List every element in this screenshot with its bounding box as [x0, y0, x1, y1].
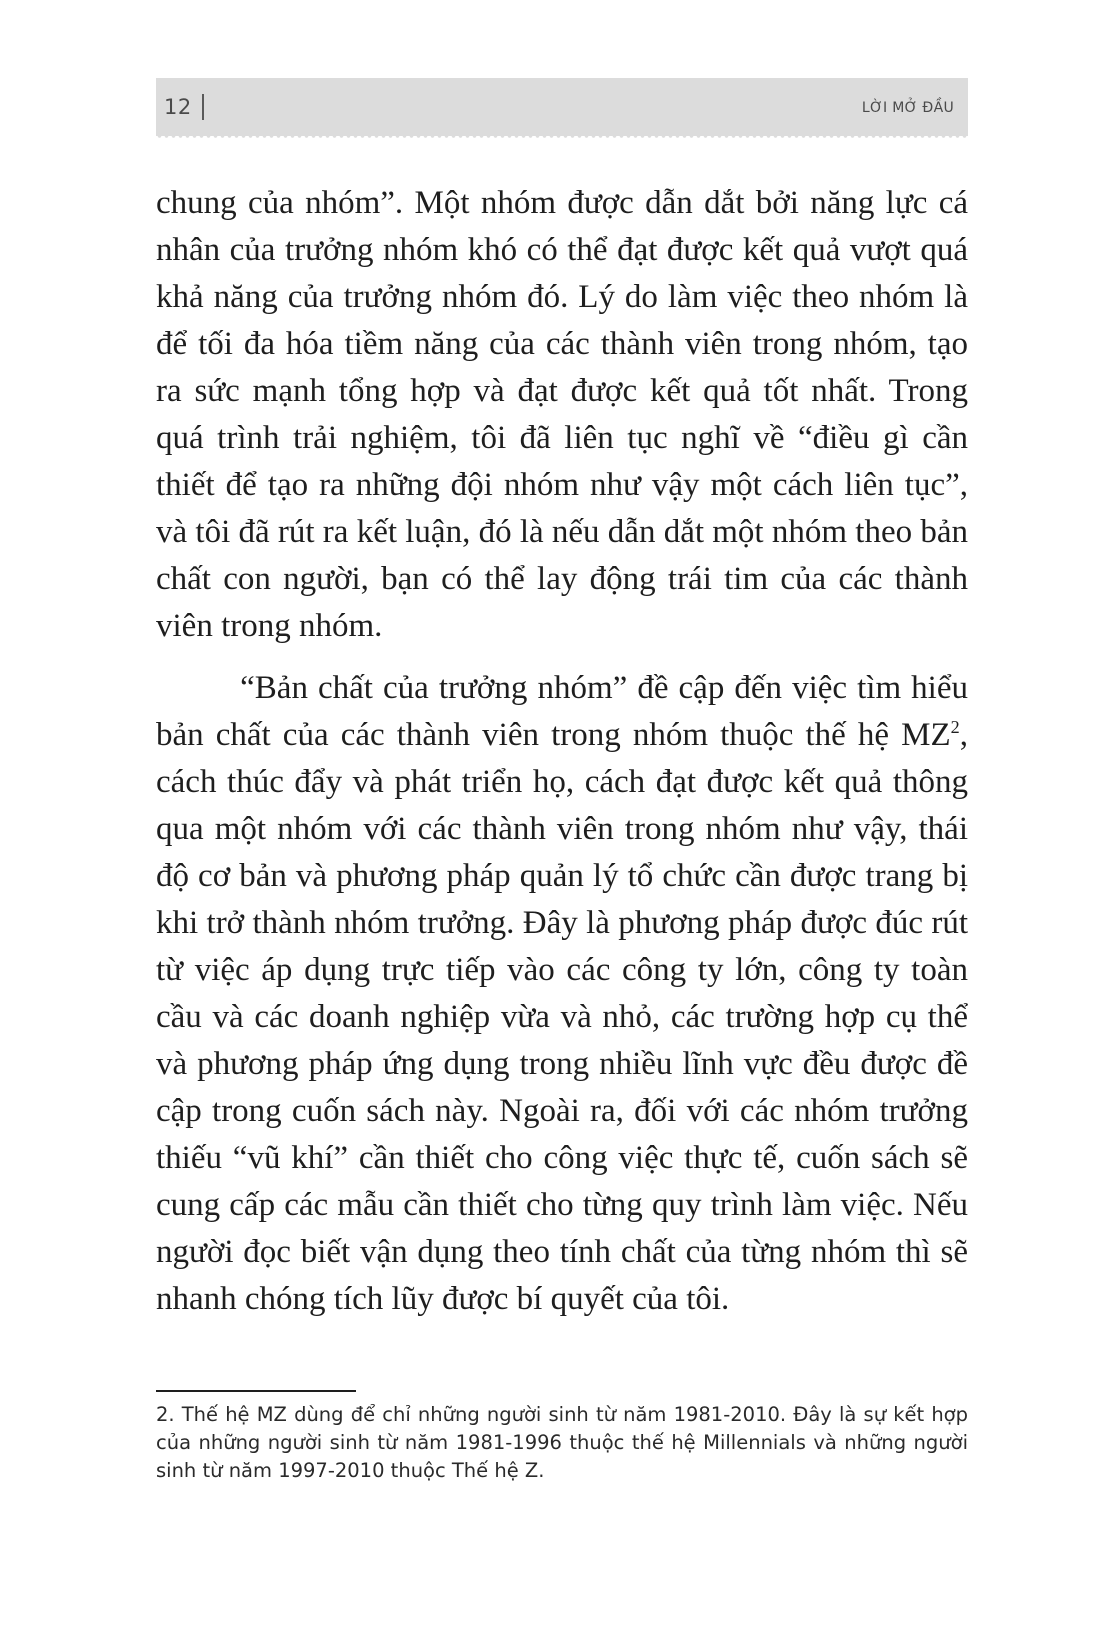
- running-header: [156, 78, 968, 136]
- page-number: 12: [164, 95, 192, 119]
- paragraph-text: “Bản chất của trưởng nhóm” đề cập đến việc tìm hiểu bản chất của các thành viên trong nhóm thuộc thế hệ MZ: [156, 670, 968, 753]
- footnote-reference: 2: [950, 717, 960, 737]
- header-divider: [202, 94, 204, 120]
- paragraph-text: , cách thúc đẩy và phát triển họ, cách đạt được kết quả thông qua một nhóm với các thành viên trong nhóm như vậy, thái độ cơ bản và phương pháp quản lý tổ chức cần được trang bị khi trở thành nhóm trưởng. Đây là phương pháp được đúc rút từ việc áp dụng trực tiếp vào các công ty lớn, công ty toàn cầu và các doanh nghiệp vừa và nhỏ, các trường hợp cụ thể và phương pháp ứng dụng trong nhiều lĩnh vực đều được đề cập trong cuốn sách này. Ngoài ra, đối với các nhóm trưởng thiếu “vũ khí” cần thiết cho công việc thực tế, cuốn sách sẽ cung cấp các mẫu cần thiết cho từng quy trình làm việc. Nếu người đọc biết vận dụng theo tính chất của từng nhóm thì sẽ nhanh chóng tích lũy được bí quyết của tôi.: [156, 717, 968, 1317]
- footnote: 2. Thế hệ MZ dùng để chỉ những người sinh từ năm 1981-2010. Đây là sự kết hợp của những người sinh từ năm 1981-1996 thuộc thế hệ Millennials và những người sinh từ năm 1997-2010 thuộc Thế hệ Z.: [156, 1403, 968, 1482]
- body-text: [156, 180, 968, 1323]
- chapter-title: LỜI MỞ ĐẦU: [861, 100, 954, 116]
- paragraph: chung của nhóm”. Một nhóm được dẫn dắt bởi năng lực cá nhân của trưởng nhóm khó có thể đạt được kết quả vượt quá khả năng của trưởng nhóm đó. Lý do làm việc theo nhóm là để tối đa hóa tiềm năng của các thành viên trong nhóm, tạo ra sức mạnh tổng hợp và đạt được kết quả tốt nhất. Trong quá trình trải nghiệm, tôi đã liên tục nghĩ về “điều gì cần thiết để tạo ra những đội nhóm như vậy một cách liên tục”, và tôi đã rút ra kết luận, đó là nếu dẫn dắt một nhóm theo bản chất con người, bạn có thể lay động trái tim của các thành viên trong nhóm.: [156, 185, 968, 644]
- paragraph: [156, 665, 968, 1323]
- footnote-separator: [156, 1390, 356, 1392]
